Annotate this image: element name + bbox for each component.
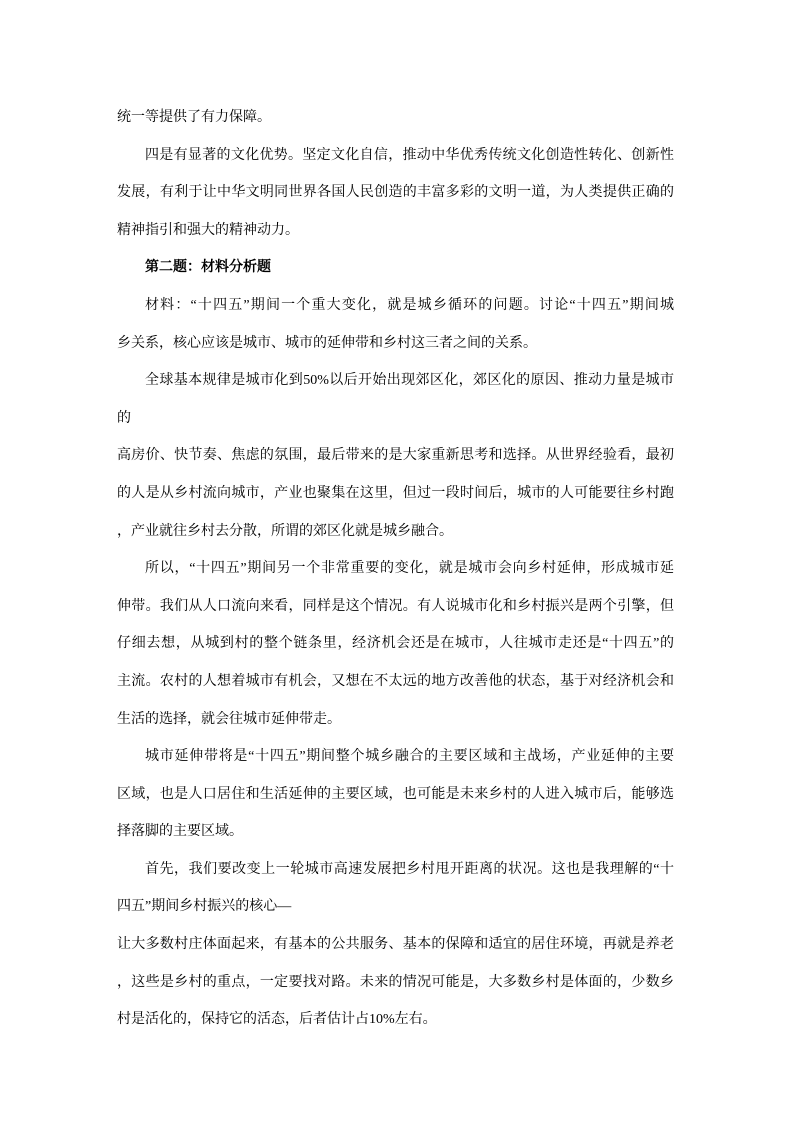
text-line: 精神指引和强大的精神动力。 bbox=[117, 222, 299, 238]
text-line: 所以，“十四五”期间另一个非常重要的变化，就是城市会向乡村延伸，形成城市延 bbox=[145, 561, 674, 577]
text-line: 生活的选择，就会往城市延伸带走。 bbox=[117, 711, 341, 727]
text-line: 全球基本规律是城市化到50%以后开始出现郊区化，郊区化的原因、推动力量是城市的 bbox=[117, 373, 674, 426]
text-line: 乡关系，核心应该是城市、城市的延伸带和乡村这三者之间的关系。 bbox=[117, 335, 537, 351]
text-line: ，这些是乡村的重点，一定要找对路。未来的情况可能是，大多数乡村是体面的，少数乡 bbox=[117, 974, 674, 990]
text-line: 的人是从乡村流向城市，产业也聚集在这里，但过一段时间后，城市的人可能要往乡村跑 bbox=[117, 485, 674, 501]
text-line: 主流。农村的人想着城市有机会，又想在不太远的地方改善他的状态，基于对经济机会和 bbox=[117, 673, 674, 689]
section-heading: 第二题：材料分析题 bbox=[145, 260, 271, 276]
document-content bbox=[117, 99, 674, 1039]
text-line: 发展，有利于让中华文明同世界各国人民创造的丰富多彩的文明一道，为人类提供正确的 bbox=[117, 185, 674, 201]
text-line: ，产业就往乡村去分散，所谓的郊区化就是城乡融合。 bbox=[117, 523, 453, 539]
text-line: 村是活化的，保持它的活态，后者估计占10%左右。 bbox=[117, 1012, 437, 1028]
text-line: 高房价、快节奏、焦虑的氛围，最后带来的是大家重新思考和选择。从世界经验看，最初 bbox=[117, 448, 674, 464]
text-line: 四是有显著的文化优势。坚定文化自信，推动中华优秀传统文化创造性转化、创新性 bbox=[145, 147, 674, 163]
text-line: 让大多数村庄体面起来，有基本的公共服务、基本的保障和适宜的居住环境，再就是养老 bbox=[117, 937, 674, 953]
text-line: 仔细去想，从城到村的整个链条里，经济机会还是在城市，人往城市走还是“十四五”的 bbox=[117, 636, 674, 652]
text-line: 择落脚的主要区域。 bbox=[117, 824, 243, 840]
text-line: 城市延伸带将是“十四五”期间整个城乡融合的主要区域和主战场，产业延伸的主要 bbox=[145, 749, 674, 765]
text-line: 首先，我们要改变上一轮城市高速发展把乡村甩开距离的状况。这也是我理解的“十 bbox=[145, 861, 674, 877]
text-line: 材料：“十四五”期间一个重大变化，就是城乡循环的问题。讨论“十四五”期间城 bbox=[145, 297, 674, 313]
text-line: 伸带。我们从人口流向来看，同样是这个情况。有人说城市化和乡村振兴是两个引擎，但 bbox=[117, 598, 674, 614]
text-line: 区域，也是人口居住和生活延伸的主要区域，也可能是未来乡村的人进入城市后，能够选 bbox=[117, 786, 674, 802]
text-line: 四五”期间乡村振兴的核心— bbox=[117, 899, 292, 915]
text-line: 统一等提供了有力保障。 bbox=[117, 110, 271, 125]
